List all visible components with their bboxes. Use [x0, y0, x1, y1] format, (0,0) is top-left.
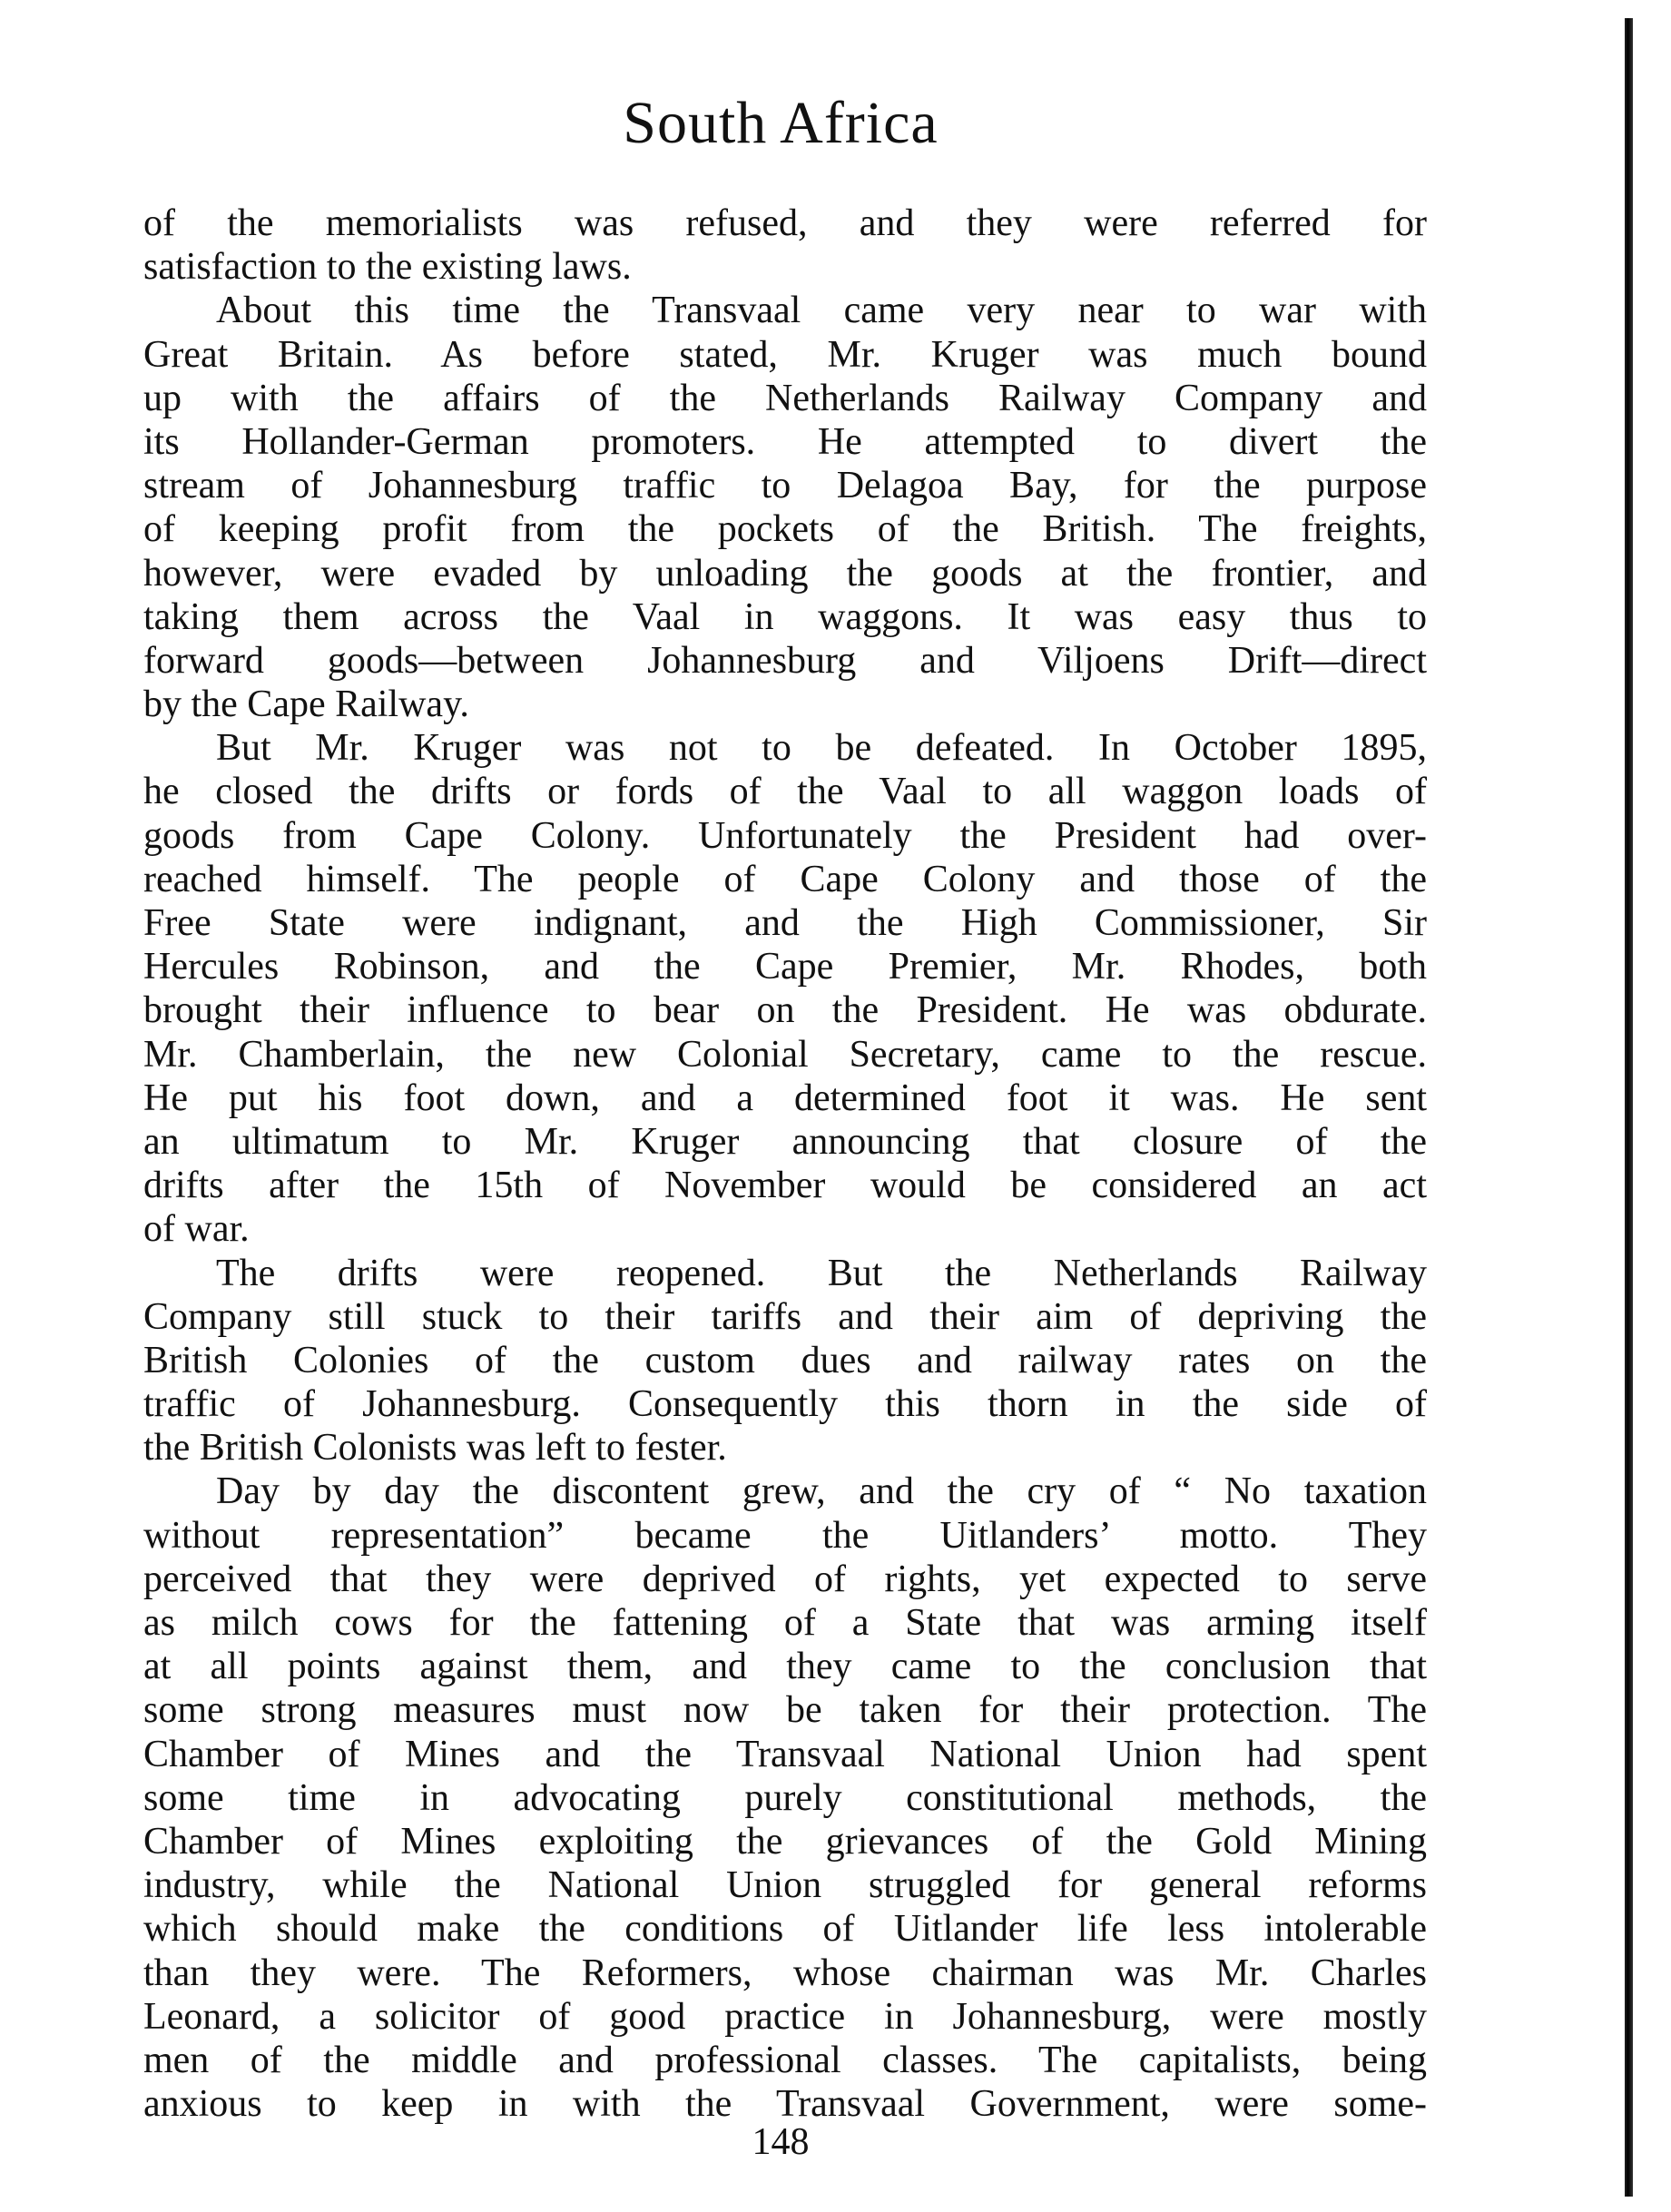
text-line: up with the affairs of the Netherlands Railway Company and [143, 377, 1427, 419]
text-line: industry, while the National Union struggled for general reforms [143, 1864, 1427, 1907]
running-head: South Africa [623, 90, 939, 156]
text-line: without representation” became the Uitlanders’ motto. They [143, 1514, 1427, 1557]
text-line: anxious to keep in with the Transvaal Government, were some- [143, 2083, 1427, 2126]
text-line: drifts after the 15th of November would be considered an act [143, 1165, 1427, 1207]
text-line: some strong measures must now be taken for their protection. The [143, 1689, 1427, 1732]
text-line: Company still stuck to their tariffs and their aim of depriving the [143, 1295, 1427, 1338]
page-edge-shadow [1625, 18, 1633, 2197]
text-line: of the memorialists was refused, and they were referred for [143, 202, 1427, 244]
text-line: taking them across the Vaal in waggons. It was easy thus to [143, 595, 1427, 638]
text-line: at all points against them, and they came to the conclusion that [143, 1646, 1427, 1688]
text-line: than they were. The Reformers, whose chairman was Mr. Charles [143, 1951, 1427, 1994]
text-line: by the Cape Railway. [143, 683, 469, 726]
text-line: satisfaction to the existing laws. [143, 246, 632, 289]
text-line: some time in advocating purely constitutional methods, the [143, 1776, 1427, 1819]
text-line: of keeping profit from the pockets of the British. The freights, [143, 508, 1427, 551]
text-line: reached himself. The people of Cape Colony and those of the [143, 858, 1427, 900]
text-line: perceived that they were deprived of rights, yet expected to serve [143, 1558, 1427, 1600]
text-line: as milch cows for the fattening of a State that was arming itself [143, 1602, 1427, 1644]
text-line: men of the middle and professional classes. The capitalists, being [143, 2039, 1427, 2081]
body-text [143, 202, 1427, 2126]
text-line: Chamber of Mines exploiting the grievances of the Gold Mining [143, 1820, 1427, 1863]
text-line: He put his foot down, and a determined foot it was. He sent [143, 1077, 1427, 1119]
page-number: 148 [752, 2121, 810, 2163]
text-line: brought their influence to bear on the President. He was obdurate. [143, 989, 1427, 1032]
text-line: he closed the drifts or fords of the Vaal to all waggon loads of [143, 771, 1427, 813]
text-line: Free State were indignant, and the High Commissioner, Sir [143, 902, 1427, 944]
text-line: forward goods—between Johannesburg and Viljoens Drift—direct [143, 639, 1427, 682]
text-line: Chamber of Mines and the Transvaal National Union had spent [143, 1733, 1427, 1775]
text-line: The drifts were reopened. But the Netherlands Railway [216, 1252, 1427, 1294]
text-line: its Hollander-German promoters. He attempted to divert the [143, 420, 1427, 463]
text-line: however, were evaded by unloading the goods at the frontier, and [143, 552, 1427, 595]
text-line: About this time the Transvaal came very near to war with [216, 290, 1427, 332]
text-line: which should make the conditions of Uitlander life less intolerable [143, 1908, 1427, 1951]
text-line: traffic of Johannesburg. Consequently this thorn in the side of [143, 1383, 1427, 1426]
text-line: the British Colonists was left to fester. [143, 1427, 727, 1470]
text-line: Day by day the discontent grew, and the cry of “ No taxation [216, 1470, 1427, 1513]
text-line: stream of Johannesburg traffic to Delagoa Bay, for the purpose [143, 465, 1427, 507]
text-line: Mr. Chamberlain, the new Colonial Secretary, came to the rescue. [143, 1033, 1427, 1076]
text-line: goods from Cape Colony. Unfortunately the President had over- [143, 814, 1427, 857]
text-line: an ultimatum to Mr. Kruger announcing that closure of the [143, 1120, 1427, 1163]
text-line: British Colonies of the custom dues and railway rates on the [143, 1339, 1427, 1381]
text-line: of war. [143, 1208, 250, 1251]
text-line: But Mr. Kruger was not to be defeated. In October 1895, [216, 727, 1427, 770]
text-line: Hercules Robinson, and the Cape Premier, Mr. Rhodes, both [143, 946, 1427, 988]
text-line: Great Britain. As before stated, Mr. Kruger was much bound [143, 333, 1427, 376]
text-line: Leonard, a solicitor of good practice in Johannesburg, were mostly [143, 1995, 1427, 2038]
